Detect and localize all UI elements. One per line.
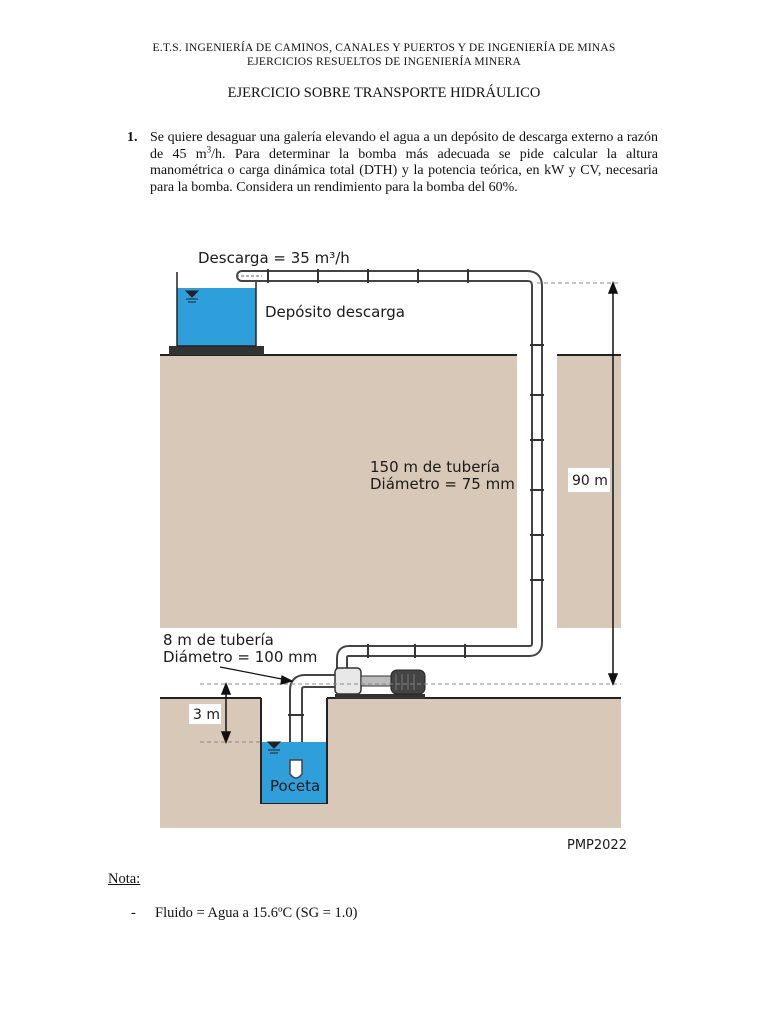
pipe-leader-arrow (220, 667, 292, 684)
exercise-text-part2: /h. Para determinar la bomba más adecuada se pide calcular la altura manométrica o carga dinámica total (DTH) y la potencia teórica, en kW y CV, necesaria para la bomba. Considera un rendimiento para la bomba del 60%. (150, 146, 659, 195)
exercise-superscript: 3 (206, 143, 212, 154)
sump-label: Poceta (270, 777, 321, 795)
tank-label: Depósito descarga (265, 303, 405, 321)
notes-heading: Nota: (108, 871, 141, 887)
note-bullet: - (131, 905, 136, 921)
short-pipe-diameter-label: Diámetro = 100 mm (163, 648, 318, 666)
suction-height-label: 3 m (193, 707, 220, 723)
long-pipe-length-label: 150 m de tubería (370, 458, 500, 476)
height-90m-label: 90 m (572, 473, 608, 489)
exercise-number: 1. (127, 130, 138, 145)
header-institution: E.T.S. INGENIERÍA DE CAMINOS, CANALES Y PUERTOS Y DE INGENIERÍA DE MINAS (152, 42, 616, 54)
short-pipe-length-label: 8 m de tubería (163, 631, 274, 649)
tank-base (169, 346, 264, 355)
ground-lower-right (327, 698, 621, 828)
pit-floor (261, 803, 327, 828)
exercise-text-part1: Se quiere desaguar una galería elevando el agua a un depósito de descarga externo a razón de 45 m (150, 130, 658, 162)
header-subtitle: EJERCICIOS RESUELTOS DE INGENIERÍA MINERA (247, 56, 521, 68)
figure-credit: PMP2022 (567, 838, 627, 853)
long-pipe-diameter-label: Diámetro = 75 mm (370, 475, 515, 493)
note-fluid: Fluido = Agua a 15.6ºC (SG = 1.0) (155, 905, 358, 921)
discharge-tank (177, 288, 256, 346)
page-title: EJERCICIO SOBRE TRANSPORTE HIDRÁULICO (227, 85, 541, 101)
discharge-label: Descarga = 35 m³/h (198, 249, 350, 267)
